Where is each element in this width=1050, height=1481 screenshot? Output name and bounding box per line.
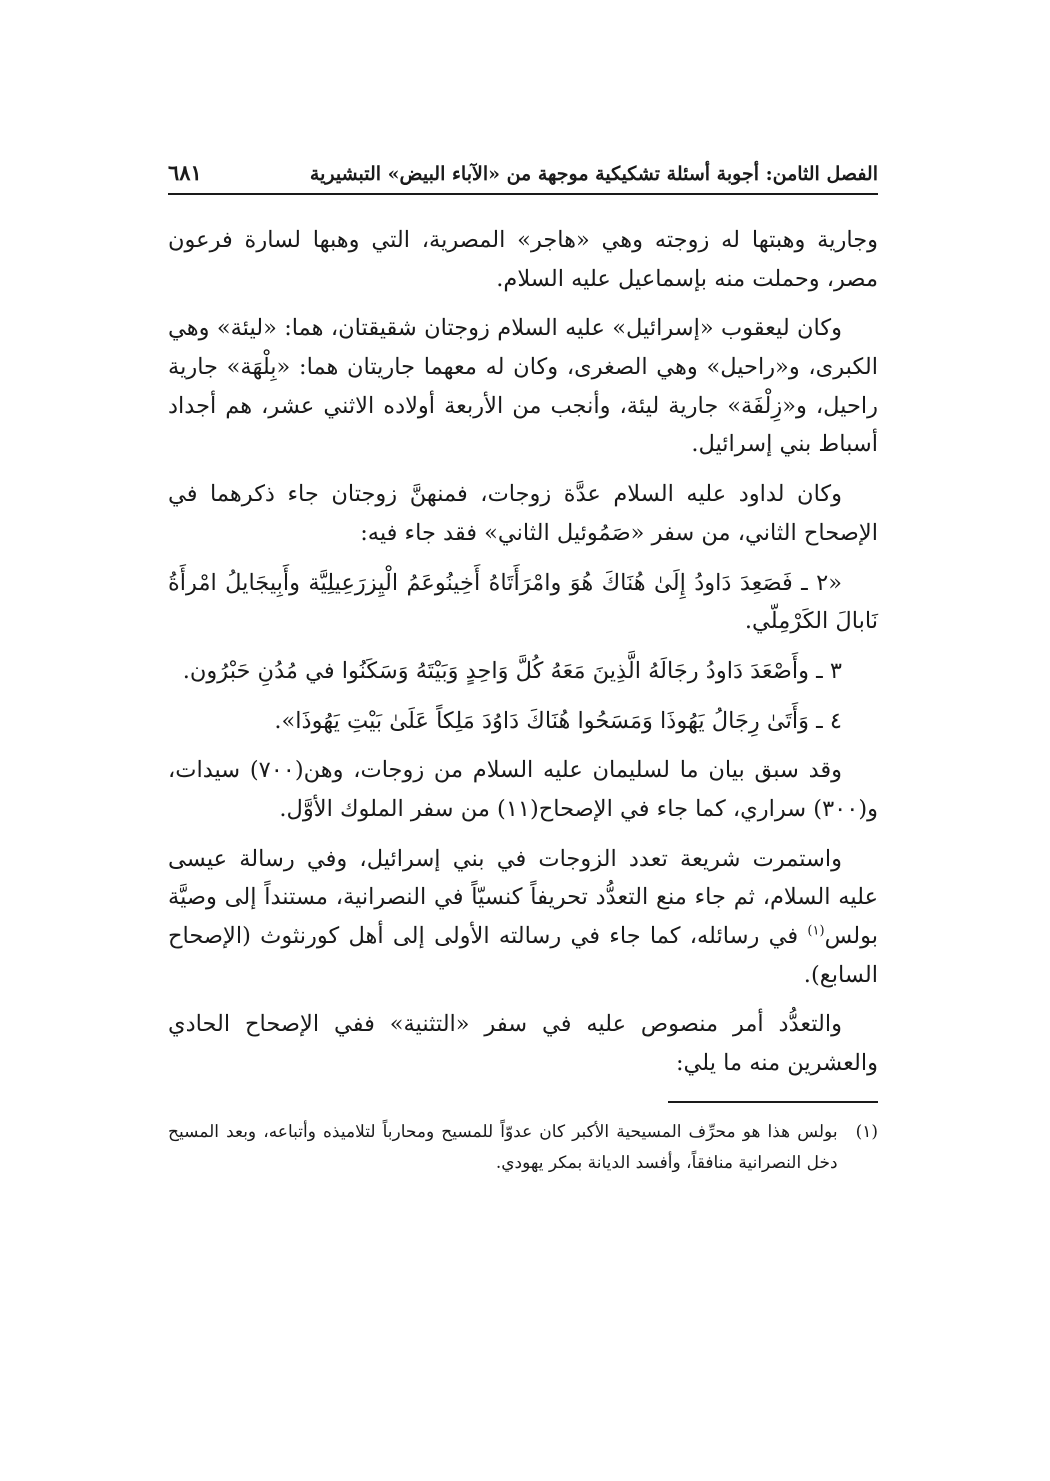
scripture-verse: ٤ ـ وَأَتَىٰ رِجَالُ يَهُوذَا وَمَسَحُوا هُنَاكَ دَاوُدَ مَلِكاً عَلَىٰ بَيْتِ يَهُوذَا». [274, 707, 842, 734]
footnote-text: بولس هذا هو محرِّف المسيحية الأكبر كان عدوّاً للمسيح ومحارباً لتلاميذه وأتباعه، وبعد المسيح دخل النصرانية منافقاً، وأفسد الديانة بمكر يهودي. [168, 1121, 838, 1174]
scripture-verse: ٣ ـ وأَصْعَدَ دَاودُ رجَالَهُ الَّذِينَ مَعَهُ كُلَّ وَاحِدٍ وَبَيْتَهُ وَسَكَنُوا في مُدُنِ حَبْرُون. [182, 657, 842, 684]
paragraph-text: في رسائله، كما جاء في رسالته الأولى إلى أهل كورنثوث (الإصحاح السابع). [168, 923, 878, 988]
page-number: ٦٨١ [168, 160, 202, 185]
footnote [168, 1117, 878, 1180]
paragraph-text: واستمرت شريعة تعدد الزوجات في بني إسرائيل، وفي رسالة عيسى عليه السلام، ثم جاء منع التعدُّد تحريفاً كنسيّاً في النصرانية، مستنداً إلى وصيَّة بولس [168, 845, 878, 949]
running-header [168, 160, 878, 195]
footnote-number: (١) [855, 1121, 878, 1142]
footnote-reference[interactable]: (١) [807, 923, 825, 939]
chapter-title: الفصل الثامن: أجوبة أسئلة تشكيكية موجهة من «الآباء البيض» التبشيرية [309, 163, 878, 185]
footnote-separator [668, 1101, 878, 1103]
paragraph: وكان ليعقوب «إسرائيل» عليه السلام زوجتان شقيقتان، هما: «ليئة» وهي الكبرى، و«راحيل» وهي الصغرى، وكان له معهما جاريتان هما: «بِلْهَة» جارية راحيل، و«زِلْفَة» جارية ليئة، وأنجب من الأربعة أولاده الاثني عشر، هم أجداد أسباط بني إسرائيل. [168, 315, 878, 458]
footnotes [168, 1117, 878, 1180]
scripture-verse: «٢ ـ فَصَعِدَ دَاودُ إِلَىٰ هُنَاكَ هُوَ وامْرَأَتَاهُ أَخِينُوعَمُ الْيِزرَعِيلِيَّة وأَبِيجَايلُ امْرأَةُ نَابالَ الكَرْمِلّي. [168, 569, 878, 635]
paragraph: وجارية وهبتها له زوجته وهي «هاجر» المصرية، التي وهبها لسارة فرعون مصر، وحملت منه بإسماعيل عليه السلام. [168, 227, 878, 292]
paragraph [168, 840, 878, 995]
paragraph: وكان لداود عليه السلام عدَّة زوجات، فمنهنَّ زوجتان جاء ذكرهما في الإصحاح الثاني، من سفر «صَمُوئيل الثاني» فقد جاء فيه: [168, 481, 878, 546]
paragraph: وقد سبق بيان ما لسليمان عليه السلام من زوجات، وهن(٧٠٠) سيدات، و(٣٠٠) سراري، كما جاء في الإصحاح(١١) من سفر الملوك الأوَّل. [168, 757, 878, 822]
page [168, 160, 878, 1180]
paragraph: والتعدُّد أمر منصوص عليه في سفر «التثنية» ففي الإصحاح الحادي والعشرين منه ما يلي: [168, 1011, 878, 1077]
body-text [168, 221, 878, 1083]
